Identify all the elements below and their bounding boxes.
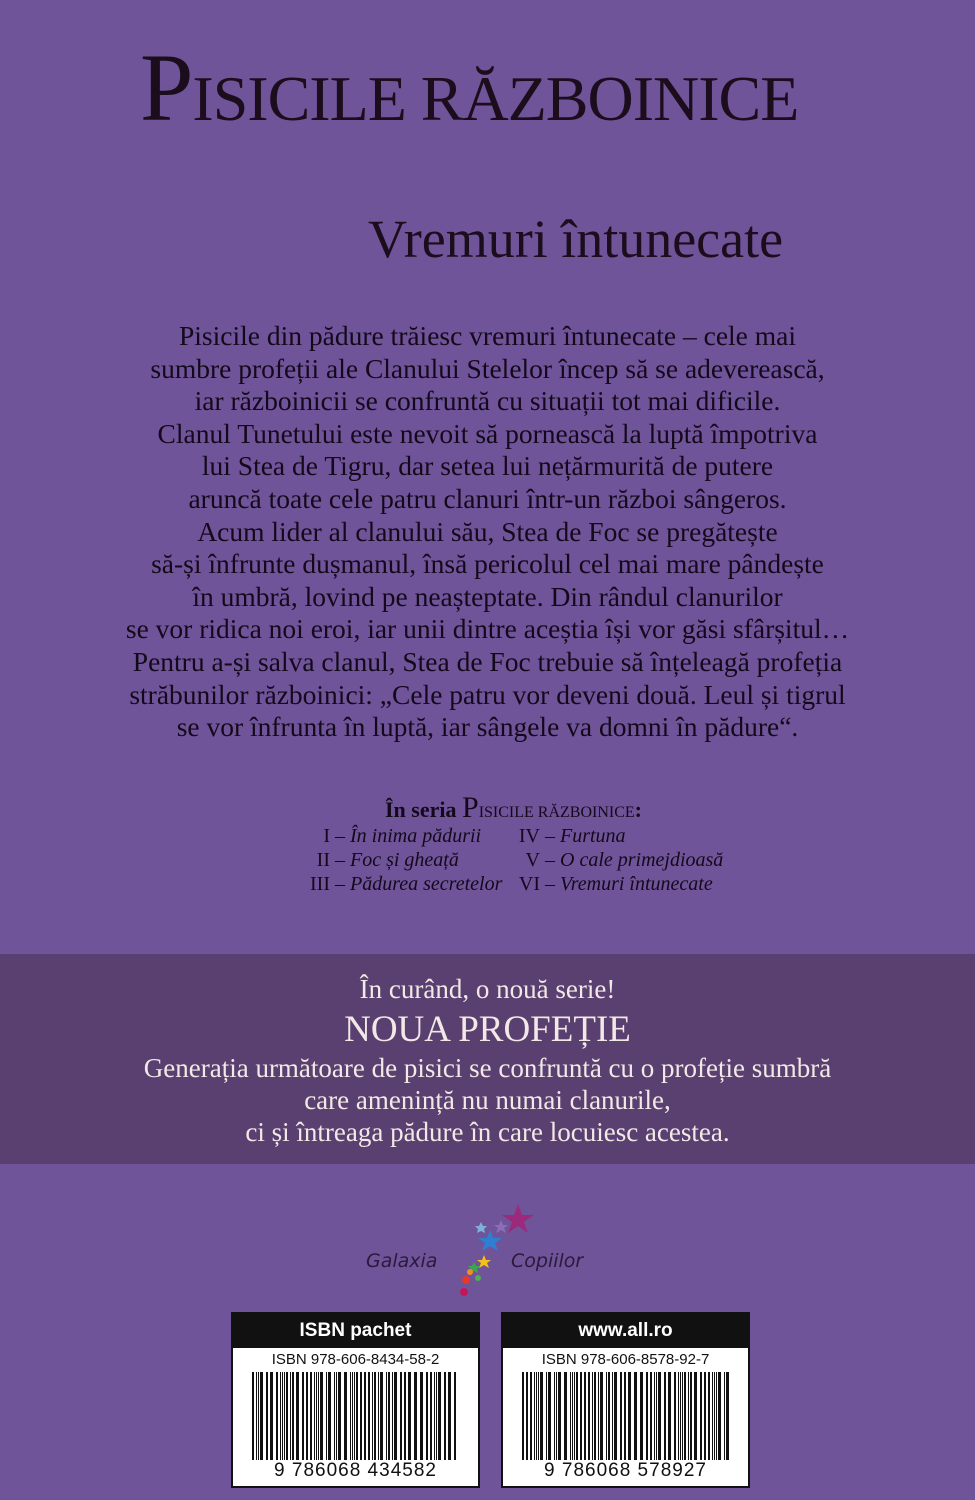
barcode-bar [570,1372,571,1460]
barcode-bar [258,1372,259,1460]
barcode-bar [584,1372,586,1460]
barcode-bar [380,1372,383,1460]
book-title: În inima pădurii [350,825,482,847]
barcode-bar [400,1372,402,1460]
blurb-line: lui Stea de Tigru, dar setea lui nețărmurită de putere [201,450,774,482]
barcode-bar [290,1372,291,1460]
barcode-bar [694,1372,697,1460]
book-number: V [525,849,540,871]
series-book [240,872,503,896]
barcode-bar [718,1372,721,1460]
dash: – [330,873,350,895]
barcode-bar [558,1372,561,1460]
barcode-bar [640,1372,643,1460]
dash: – [540,825,560,847]
blurb-line: Clanul Tunetului este nevoit să pornească la luptă împotriva [157,417,818,449]
series-book [500,848,750,872]
barcode-bar [580,1372,582,1460]
barcode-bar [664,1372,666,1460]
isbn-barcode-box [501,1312,750,1488]
barcode-bar [674,1372,676,1460]
book-title: Vremuri întunecate [560,873,713,895]
dash: – [540,849,560,871]
dash: – [330,825,350,847]
barcode-bar [572,1372,573,1460]
isbn-text: ISBN 978-606-8434-58-2 [271,1351,440,1368]
barcode-bar [364,1372,366,1460]
barcode-bar [650,1372,652,1460]
barcode-bar [356,1372,358,1460]
new-series-title: NOUA PROFEȚIE [344,1009,631,1050]
new-series-description [0,1052,975,1148]
barcode-bar [620,1372,622,1460]
barcode-bar [594,1372,596,1460]
barcode-bar [302,1372,304,1460]
series-book [500,872,750,896]
dot-shape [462,1276,470,1284]
barcode-bar [420,1372,423,1460]
barcode-bar [554,1372,555,1460]
barcode-bar [534,1372,535,1460]
back-cover-blurb [90,320,885,744]
coming-soon-text: În curând, o nouă serie! [359,974,616,1004]
barcode-header: www.all.ro [503,1314,748,1348]
title-initial: P [140,34,193,141]
publisher-word-copiilor: Copiilor [511,1250,584,1272]
book-title: O cale primejdioasă [560,849,724,871]
blurb-line: în umbră, lovind pe neașteptate. Din rândul clanurilor [192,580,783,612]
barcode-bar [372,1372,373,1460]
book-title: Foc și gheață [350,849,459,871]
barcode-bar [576,1372,578,1460]
blurb-line: Pentru a-și salva clanul, Stea de Foc trebuie să înțeleagă profeția [132,645,843,677]
series-name-rest: ISICILE RĂZBOINICE [478,804,635,821]
barcode-bar [726,1372,729,1460]
barcode-bar [536,1372,537,1460]
barcode-bar [606,1372,607,1460]
star-shape [475,1222,487,1233]
isbn-text: ISBN 978-606-8578-92-7 [541,1351,710,1368]
barcode-bar [320,1372,323,1460]
barcode-bar [344,1372,347,1460]
barcode-bar [448,1372,451,1460]
series-name-initial: P [462,791,479,824]
blurb-line: Pisicile din pădure trăiesc vremuri întunecate – cele mai [179,320,796,351]
publisher-word-galaxia: Galaxia [366,1250,438,1272]
barcode-bar [704,1372,706,1460]
barcode-bar [414,1372,417,1460]
barcode-bar [280,1372,281,1460]
star-shape [494,1220,508,1233]
book-series-title [140,34,799,141]
blurb-line: Acum lider al clanului său, Stea de Foc se pregătește [197,515,778,547]
barcode-icon [248,1372,463,1460]
barcode-bar [634,1372,637,1460]
barcode-digits: 9 786068 434582 [274,1460,437,1481]
barcode-bar [326,1372,327,1460]
barcode-bar [668,1372,671,1460]
title-rest: ISICILE RĂZBOINICE [192,63,799,134]
barcode-bar [426,1372,428,1460]
barcode-bar [328,1372,331,1460]
barcode-bar [598,1372,599,1460]
barcode-bar [548,1372,551,1460]
book-title: Furtuna [560,825,626,847]
barcode-bar [314,1372,315,1460]
barcode-bar [724,1372,725,1460]
barcode-bar [682,1372,683,1460]
barcode-bar [614,1372,617,1460]
barcode-bar [404,1372,406,1460]
barcode-bar [708,1372,710,1460]
barcode-bar [378,1372,379,1460]
barcode-bar [530,1372,532,1460]
blurb-line: să-și înfrunte dușmanul, însă pericolul cel mai mare pândește [151,548,824,580]
barcode-bar [564,1372,567,1460]
barcode-bar [592,1372,593,1460]
barcode-bar [284,1372,285,1460]
barcode-bar [338,1372,341,1460]
barcode-bar [444,1372,446,1460]
new-series-banner [0,954,975,1164]
barcode-bar [678,1372,679,1460]
barcode-bar [334,1372,335,1460]
barcode-bar [612,1372,613,1460]
barcode-bar [270,1372,273,1460]
barcode-bar [688,1372,689,1460]
barcode-bar [310,1372,312,1460]
dot-shape [467,1269,473,1275]
barcode-bar [716,1372,717,1460]
series-intro: În seria [385,797,462,822]
barcode-bar [282,1372,283,1460]
barcode-bar [260,1372,263,1460]
book-number: VI [518,873,540,895]
blurb-line: sumbre profeții ale Clanului Stelelor încep să se adeverească, [150,352,825,384]
book-number: IV [518,825,540,847]
description-line: care amenință nu numai clanurile, [304,1085,671,1115]
barcode-bar [624,1372,626,1460]
barcode-bar [292,1372,294,1460]
barcode-bar [684,1372,686,1460]
book-subtitle: Vremuri întunecate [368,209,784,269]
barcode-bar [600,1372,603,1460]
description-line: ci și întreaga pădure în care locuiesc acestea. [245,1117,730,1147]
barcode-bar [434,1372,435,1460]
barcode-header: ISBN pachet [233,1314,478,1348]
blurb-line: se vor ridica noi eroi, iar unii dintre aceștia își vor găsi sfârșitul… [125,613,850,645]
barcode-bar [354,1372,355,1460]
barcode-bar [252,1372,254,1460]
dot-shape [460,1288,468,1296]
barcode-bar [574,1372,575,1460]
barcode-bar [556,1372,557,1460]
barcode-bar [538,1372,539,1460]
series-book [240,848,500,872]
barcode-bar [526,1372,528,1460]
barcode-bar [430,1372,432,1460]
barcode-bar [316,1372,317,1460]
barcode-bar [658,1372,661,1460]
description-line: Generația următoare de pisici se confruntă cu o profeție sumbră [143,1053,832,1083]
barcode-bar [306,1372,308,1460]
barcode-bar [394,1372,397,1460]
series-list-right [500,824,750,896]
book-number: I [323,825,330,847]
barcode-bar [522,1372,524,1460]
isbn-barcode-box [231,1312,480,1488]
barcode-bar [374,1372,376,1460]
blurb-line: iar războinicii se confruntă cu situații tot mai dificile. [194,385,781,417]
series-colon: : [634,797,642,822]
barcode-bar [646,1372,648,1460]
barcode-bar [654,1372,655,1460]
series-heading [385,791,642,825]
barcode-bar [546,1372,547,1460]
dash: – [540,873,560,895]
barcode-bar [386,1372,387,1460]
barcode-bar [608,1372,610,1460]
barcode-digits: 9 786068 578927 [544,1460,707,1481]
barcode-bar [350,1372,351,1460]
book-number: III [310,873,330,895]
barcode-bar [336,1372,337,1460]
publisher-logo [366,1200,611,1305]
book-number: II [316,849,330,871]
barcode-icon [518,1372,733,1460]
blurb-line: străbunilor războinici: „Cele patru vor deveni două. Leul și tigrul [129,678,846,710]
barcode-bar [392,1372,393,1460]
series-list-left [240,824,503,896]
barcode-bar [628,1372,631,1460]
dash: – [330,849,350,871]
barcode-bar [454,1372,456,1460]
barcode-bar [408,1372,411,1460]
barcode-bar [714,1372,715,1460]
barcode-bar [276,1372,278,1460]
star-shape [478,1230,502,1251]
barcode-bar [388,1372,390,1460]
barcode-bar [588,1372,590,1460]
barcode-bar [680,1372,681,1460]
barcode-bar [360,1372,362,1460]
barcode-bar [712,1372,713,1460]
series-book [500,824,750,848]
barcode-bar [296,1372,299,1460]
barcode-bar [352,1372,353,1460]
barcode-bar [368,1372,370,1460]
barcode-bar [690,1372,692,1460]
barcode-bar [540,1372,543,1460]
barcode-bar [256,1372,257,1460]
barcode-bar [318,1372,319,1460]
star-shape [502,1204,534,1233]
barcode-bar [436,1372,437,1460]
dot-shape [475,1275,481,1281]
blurb-line: aruncă toate cele patru clanuri într-un război sângeros. [188,482,787,514]
series-book [240,824,500,848]
barcode-bar [438,1372,441,1460]
barcode-bar [286,1372,288,1460]
barcode-bar [656,1372,657,1460]
book-title: Pădurea secretelor [350,873,503,895]
blurb-line: se vor înfrunta în luptă, iar sângele va domni în pădure“. [176,711,799,743]
barcode-bar [266,1372,268,1460]
barcode-bar [700,1372,702,1460]
